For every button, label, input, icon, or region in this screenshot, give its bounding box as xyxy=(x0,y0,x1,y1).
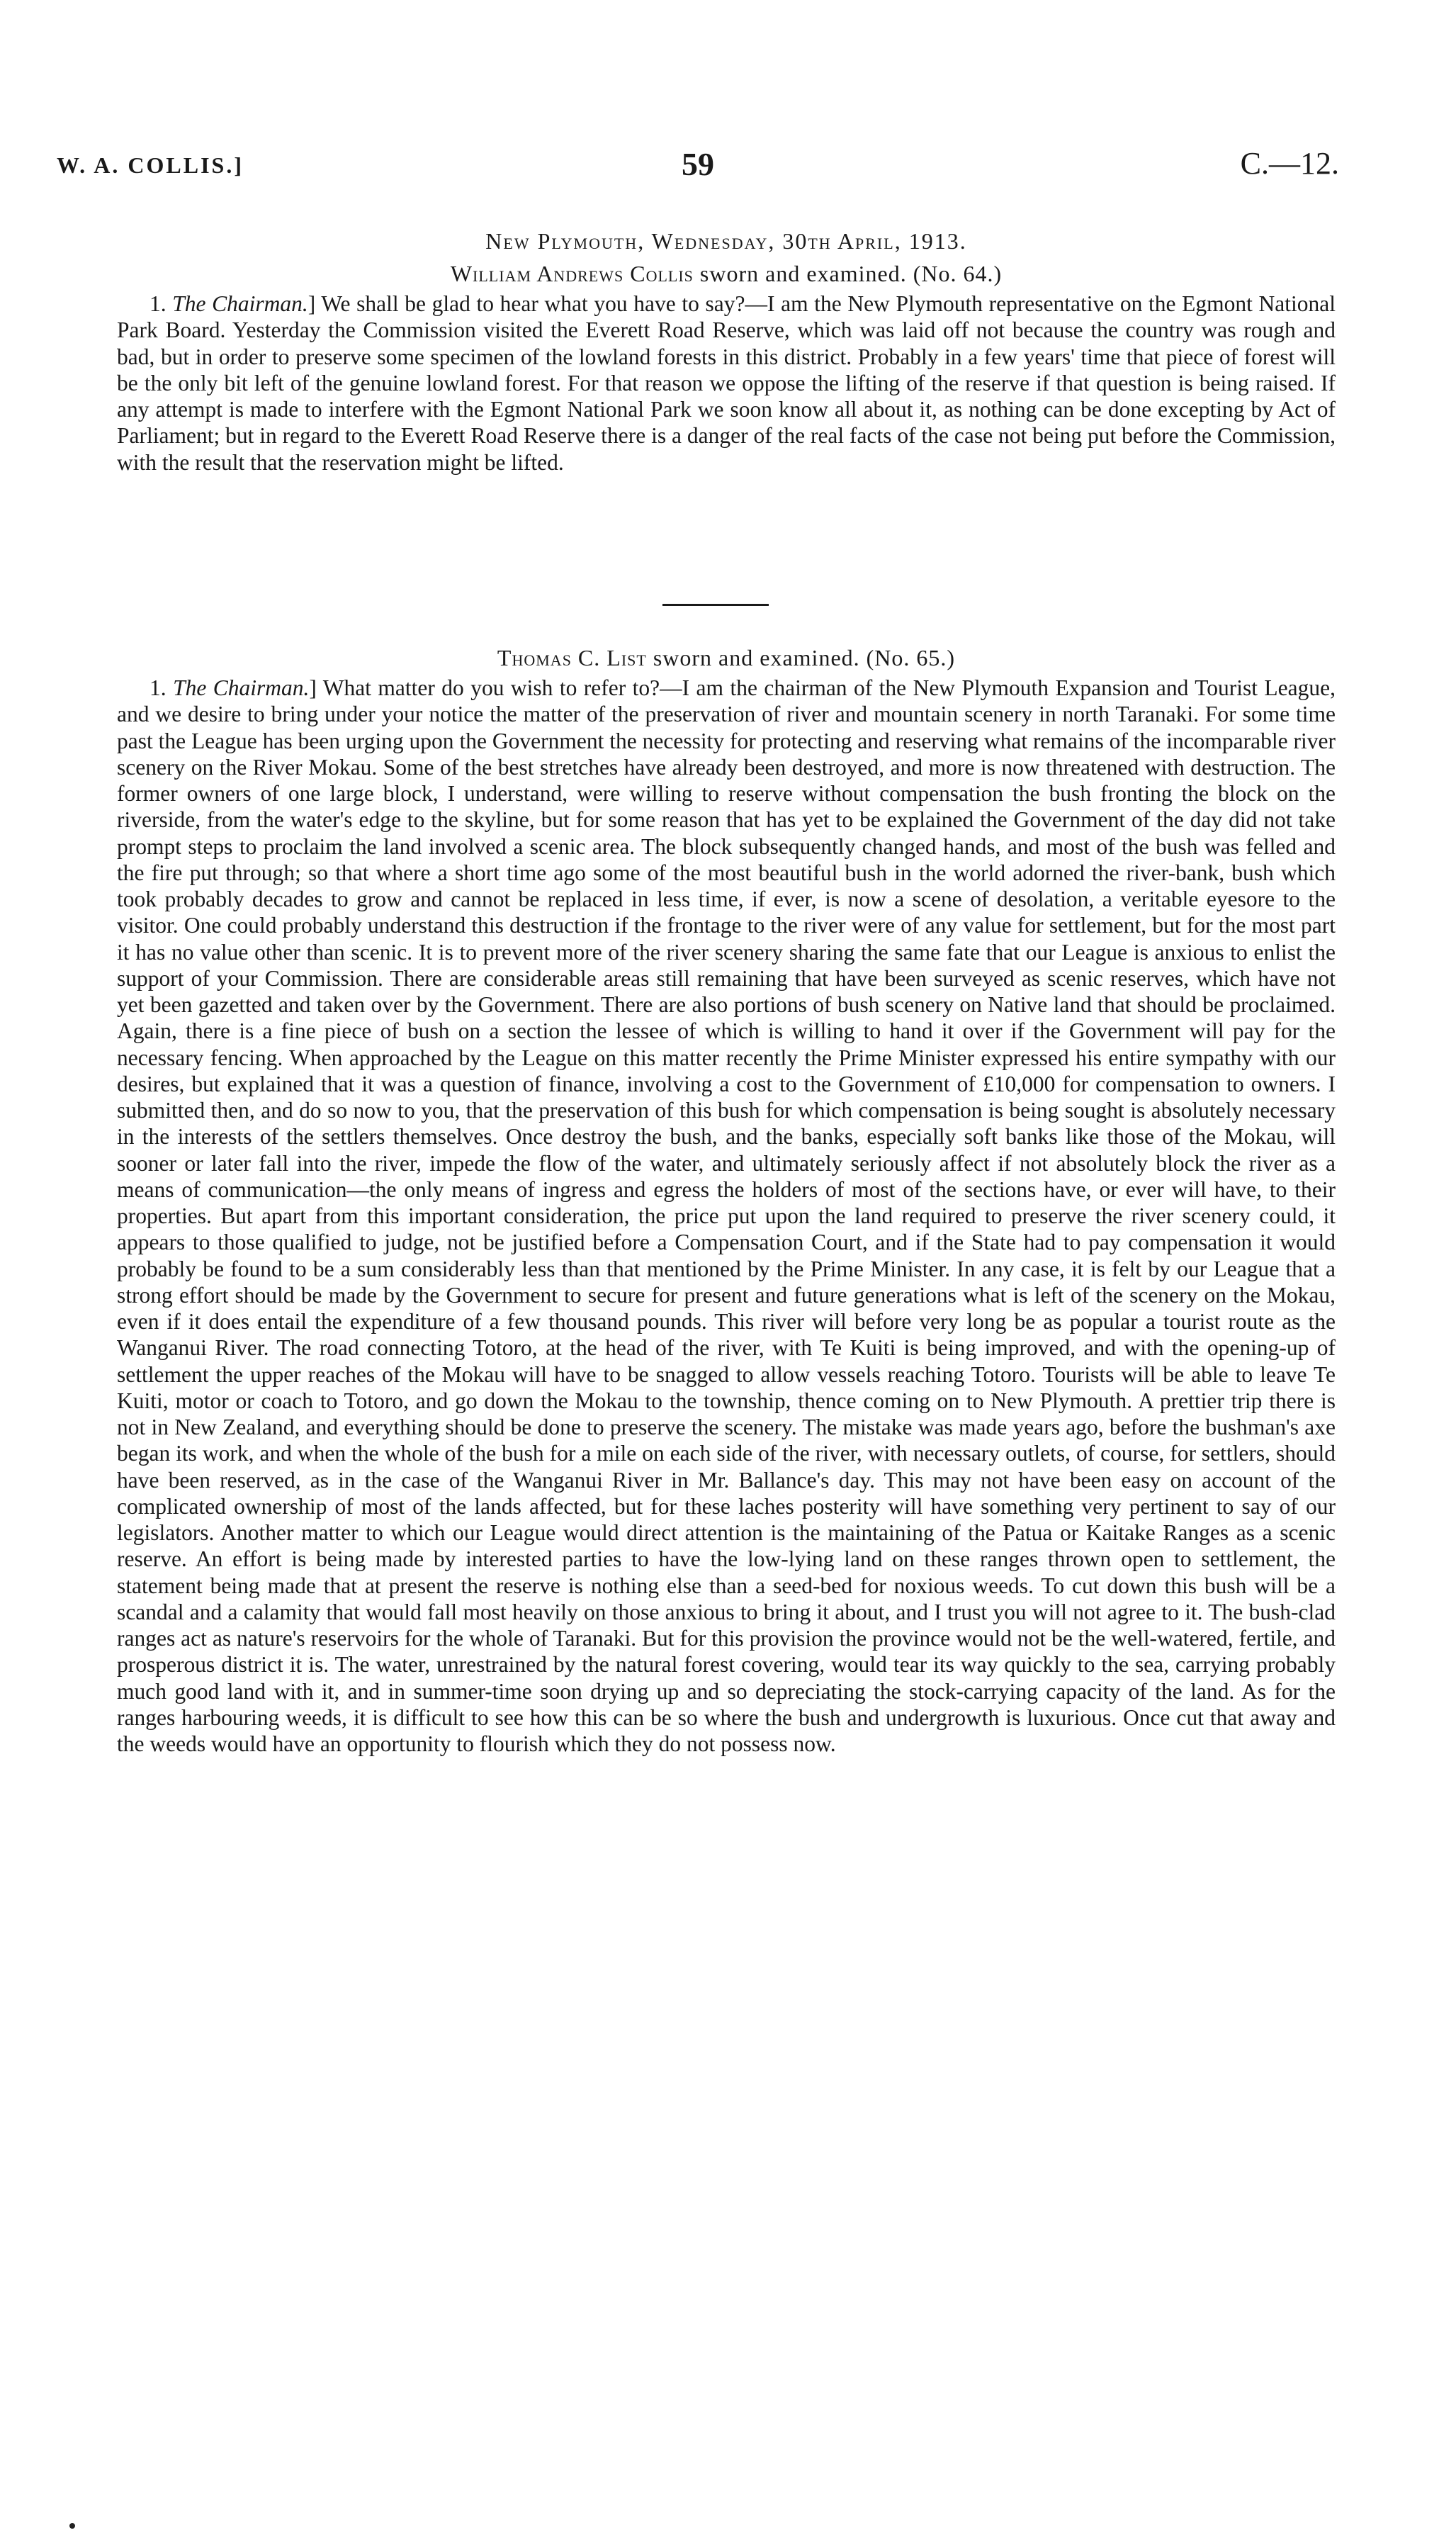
page-number: 59 xyxy=(682,146,714,182)
witness-suffix: sworn and examined. (No. 65.) xyxy=(646,645,956,670)
speaker: The Chairman. xyxy=(172,291,308,316)
print-speck xyxy=(69,2523,75,2529)
speaker: The Chairman. xyxy=(173,675,310,700)
witness-name: Thomas C. List xyxy=(497,645,647,670)
document-code: C.—12. xyxy=(1240,146,1339,181)
dateline: New Plymouth, Wednesday, 30th April, 1913. xyxy=(485,228,967,254)
witness-heading xyxy=(117,257,1336,291)
paragraph-number: 1. xyxy=(149,291,173,316)
section-divider xyxy=(662,604,769,606)
running-head xyxy=(57,145,1339,188)
testimony-paragraph xyxy=(117,291,1336,476)
paragraph-number: 1. xyxy=(149,675,174,700)
testimony-paragraph xyxy=(117,675,1336,1757)
paragraph-text: ] We shall be glad to hear what you have to say?—I am the New Plymouth representative on the Egmont National Park Board. Yesterday the Commission visited the Everett Road Reserve, which was laid off not because the country was rough and bad, but in order to preserve some specimen of the lowland forests in this district. Probably in a few years' time that piece of forest will be the only bit left of the genuine lowland forest. For that reason we oppose the lifting of the reserve if that question is being raised. If any attempt is made to interfere with the Egmont National Park we soon know all about it, as nothing can be done excepting by Act of Parliament; but in regard to the Everett Road Reserve there is a danger of the real facts of the case not being put before the Commission, with the result that the reservation might be lifted. xyxy=(117,291,1336,475)
witness-header: W. A. COLLIS.] xyxy=(57,152,244,178)
testimony-collis xyxy=(117,225,1336,476)
witness-name: William Andrews Collis xyxy=(450,261,694,286)
testimony-list xyxy=(117,641,1336,1757)
witness-heading xyxy=(117,641,1336,675)
paragraph-text: ] What matter do you wish to refer to?—I am the chairman of the New Plymouth Expansion and Tourist League, and we desire to bring under your notice the matter of the preservation of river and mountain scenery in north Taranaki. For some time past the League has been urging upon the Government the necessity for protecting and reserving what remains of the incomparable river scenery on the River Mokau. Some of the best stretches have already been destroyed, and more is now threatened with destruction. The former owners of one large block, I understand, were willing to reserve without compensation the bush fronting the block on the riverside, from the water's edge to the skyline, but for some reason that has yet to be explained the Government of the day did not take prompt steps to proclaim the land involved a scenic area. The block subsequently changed hands, and most of the bush was felled and the fire put through; so that where a short time ago some of the most beautiful bush in the world adorned the river-bank, bush which took probably decades to grow and cannot be replaced in less time, if ever, is now a scene of desolation, a veritable eyesore to the visitor. One could probably understand this destruction if the frontage to the river were of any value for settlement, but for the most part it has no value other than scenic. It is to prevent more of the river scenery sharing the same fate that our League is anxious to enlist the support of your Commission. There are considerable areas still remaining that have been surveyed as scenic reserves, which have not yet been gazetted and taken over by the Government. There are also portions of bush scenery on Native land that should be proclaimed. Again, there is a fine piece of bush on a section the lessee of which is willing to hand it over if the Government will pay for the necessary fencing. When approached by the League on this matter recently the Prime Minister expressed his entire sympathy with our desires, but explained that it was a question of finance, involving a cost to the Government of £10,000 for compensation to owners. I submitted then, and do so now to you, that the preservation of this bush for which compensation is being sought is absolutely necessary in the interests of the settlers themselves. Once destroy the bush, and the banks, especially soft banks like those of the Mokau, will sooner or later fall into the river, impede the flow of the water, and ultimately seriously affect if not absolutely block the river as a means of communication—the only means of ingress and egress the holders of most of the sections have, or ever will have, to their properties. But apart from this important consideration, the price put upon the land required to preserve the river scenery could, it appears to those qualified to judge, not be justified before a Compensation Court, and if the State had to pay compensation it would probably be found to be a sum considerably less than that mentioned by the Prime Minister. In any case, it is felt by our League that a strong effort should be made by the Government to secure for present and future generations what is left of the scenery on the Mokau, even if it does entail the expenditure of a few thousand pounds. This river will before very long be as popular a tourist route as the Wanganui River. The road connecting Totoro, at the head of the river, with Te Kuiti is being improved, and with the opening-up of settlement the upper reaches of the Mokau will have to be snagged to allow vessels reaching Totoro. Tourists will be able to leave Te Kuiti, motor or coach to Totoro, and go down the Mokau to the township, thence coming on to New Plymouth. A prettier trip there is not in New Zealand, and everything should be done to preserve the scenery. The mistake was made years ago, before the bushman's axe began its work, and when the whole of the bush for a mile on each side of the river, with necessary outlets, of course, for settlers, should have been reserved, as in the case of the Wanganui River in Mr. Ballance's day. This may not have been easy on account of the complicated ownership of most of the lands affected, but for these laches posterity will have something very pertinent to say of our legislators. Another matter to which our League would direct attention is the maintaining of the Patua or Kaitake Ranges as a scenic reserve. An effort is being made by interested parties to have the low-lying land on these ranges thrown open to settlement, the statement being made that at present the reserve is nothing else than a seed-bed for noxious weeds. To cut down this bush will be a scandal and a calamity that would fall most heavily on those anxious to bring it about, and I trust you will not agree to it. The bush-clad ranges act as nature's reservoirs for the whole of Taranaki. But for this provision the province would not be the well-watered, fertile, and prosperous district it is. The water, unrestrained by the natural forest covering, would tear its way quickly to the sea, carrying probably much good land with it, and in summer-time soon drying up and so depreciating the stock-carrying capacity of the land. As for the ranges harbouring weeds, it is difficult to see how this can be so where the bush and undergrowth is luxurious. Once cut that away and the weeds would have an opportunity to flourish which they do not possess now. xyxy=(117,675,1336,1756)
witness-suffix: sworn and examined. (No. 64.) xyxy=(693,261,1003,286)
